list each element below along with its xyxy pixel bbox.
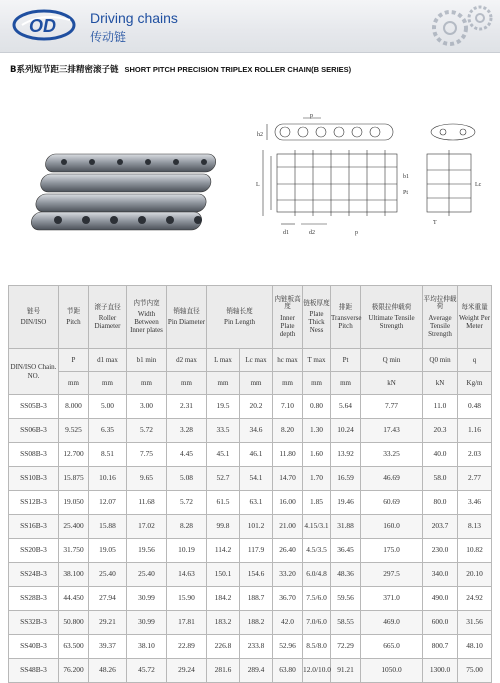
table-cell: 33.25 bbox=[361, 443, 423, 467]
table-cell: 5.00 bbox=[89, 395, 127, 419]
table-cell: 48.36 bbox=[331, 563, 361, 587]
label-d2: d2 bbox=[309, 230, 315, 236]
table-cell: 5.72 bbox=[127, 419, 167, 443]
table-cell: 80.0 bbox=[423, 491, 458, 515]
table-cell: 183.2 bbox=[207, 611, 240, 635]
table-cell: 42.0 bbox=[273, 611, 303, 635]
table-cell: 22.89 bbox=[167, 635, 207, 659]
table-cell: 36.45 bbox=[331, 539, 361, 563]
table-cell: 31.56 bbox=[458, 611, 492, 635]
table-cell: 9.525 bbox=[59, 419, 89, 443]
table-cell: 25.400 bbox=[59, 515, 89, 539]
table-cell: 1.60 bbox=[303, 443, 331, 467]
chain-number-cell: SS48B-3 bbox=[9, 659, 59, 683]
brand-title-zh: 传动链 bbox=[90, 30, 127, 44]
table-row bbox=[9, 515, 492, 539]
table-header-row bbox=[9, 286, 492, 349]
table-cell: 0.80 bbox=[303, 395, 331, 419]
table-cell: 17.43 bbox=[361, 419, 423, 443]
table-cell: 45.1 bbox=[207, 443, 240, 467]
label-p-top: p bbox=[310, 113, 313, 119]
table-row bbox=[9, 611, 492, 635]
table-cell: 8.51 bbox=[89, 443, 127, 467]
table-cell: 46.1 bbox=[240, 443, 273, 467]
table-cell: 38.10 bbox=[127, 635, 167, 659]
table-cell: 184.2 bbox=[207, 587, 240, 611]
page-header bbox=[0, 0, 500, 53]
chain-number-cell: SS32B-3 bbox=[9, 611, 59, 635]
table-cell: 7.0/6.0 bbox=[303, 611, 331, 635]
chain-number-cell: SS16B-3 bbox=[9, 515, 59, 539]
col-head: 销轴直径 Pin Diameter bbox=[167, 286, 207, 349]
section-title-en: SHORT PITCH PRECISION TRIPLEX ROLLER CHAIN(B SERIES) bbox=[124, 65, 352, 74]
table-cell: 30.99 bbox=[127, 587, 167, 611]
section-title bbox=[10, 63, 351, 75]
table-cell: 75.00 bbox=[458, 659, 492, 683]
table-cell: 13.92 bbox=[331, 443, 361, 467]
table-cell: 15.90 bbox=[167, 587, 207, 611]
table-cell: 76.200 bbox=[59, 659, 89, 683]
table-cell: 19.5 bbox=[207, 395, 240, 419]
table-cell: 4.15/3.1 bbox=[303, 515, 331, 539]
table-cell: 2.31 bbox=[167, 395, 207, 419]
table-cell: 54.1 bbox=[240, 467, 273, 491]
table-cell: 33.20 bbox=[273, 563, 303, 587]
table-cell: 45.72 bbox=[127, 659, 167, 683]
table-cell: 5.72 bbox=[167, 491, 207, 515]
table-cell: 63.1 bbox=[240, 491, 273, 515]
col-head: 滚子直径 Roller Diameter bbox=[89, 286, 127, 349]
table-cell: 188.2 bbox=[240, 611, 273, 635]
gear-decoration-icon bbox=[420, 2, 498, 50]
table-cell: 29.21 bbox=[89, 611, 127, 635]
table-cell: 38.100 bbox=[59, 563, 89, 587]
table-row bbox=[9, 563, 492, 587]
table-cell: 34.6 bbox=[240, 419, 273, 443]
table-cell: 63.500 bbox=[59, 635, 89, 659]
spec-table bbox=[8, 285, 492, 683]
label-h2: h2 bbox=[257, 132, 263, 138]
table-cell: 52.96 bbox=[273, 635, 303, 659]
table-cell: 0.48 bbox=[458, 395, 492, 419]
table-cell: 33.5 bbox=[207, 419, 240, 443]
svg-text:OD: OD bbox=[29, 16, 56, 36]
table-cell: 25.40 bbox=[127, 563, 167, 587]
table-cell: 14.70 bbox=[273, 467, 303, 491]
label-b1: b1 bbox=[403, 174, 409, 180]
table-cell: 5.08 bbox=[167, 467, 207, 491]
table-cell: 39.37 bbox=[89, 635, 127, 659]
table-row bbox=[9, 419, 492, 443]
table-cell: 7.5/6.0 bbox=[303, 587, 331, 611]
chain-number-cell: SS40B-3 bbox=[9, 635, 59, 659]
table-row bbox=[9, 635, 492, 659]
table-cell: 2.77 bbox=[458, 467, 492, 491]
table-cell: 3.00 bbox=[127, 395, 167, 419]
table-cell: 9.65 bbox=[127, 467, 167, 491]
chain-number-cell: SS10B-3 bbox=[9, 467, 59, 491]
table-row bbox=[9, 491, 492, 515]
table-cell: 16.00 bbox=[273, 491, 303, 515]
table-cell: 60.69 bbox=[361, 491, 423, 515]
chain-number-cell: SS05B-3 bbox=[9, 395, 59, 419]
table-cell: 6.35 bbox=[89, 419, 127, 443]
table-cell: 3.46 bbox=[458, 491, 492, 515]
label-d1: d1 bbox=[283, 230, 289, 236]
col-head: 平均拉伸载荷 Average Tensile Strength bbox=[423, 286, 458, 349]
table-cell: 8.5/8.0 bbox=[303, 635, 331, 659]
col-head: 内节内宽 Width Between Inner plates bbox=[127, 286, 167, 349]
table-row bbox=[9, 467, 492, 491]
label-L: L bbox=[256, 182, 260, 188]
table-cell: 58.0 bbox=[423, 467, 458, 491]
table-cell: 188.7 bbox=[240, 587, 273, 611]
table-cell: 230.0 bbox=[423, 539, 458, 563]
table-cell: 15.88 bbox=[89, 515, 127, 539]
table-cell: 17.02 bbox=[127, 515, 167, 539]
table-cell: 10.19 bbox=[167, 539, 207, 563]
table-cell: 52.7 bbox=[207, 467, 240, 491]
table-row bbox=[9, 395, 492, 419]
table-cell: 1.85 bbox=[303, 491, 331, 515]
table-cell: 91.21 bbox=[331, 659, 361, 683]
table-cell: 2.03 bbox=[458, 443, 492, 467]
table-row bbox=[9, 587, 492, 611]
table-cell: 14.63 bbox=[167, 563, 207, 587]
chain-technical-diagram bbox=[255, 112, 493, 250]
table-row bbox=[9, 539, 492, 563]
label-p-bottom: p bbox=[355, 230, 358, 236]
chain-number-cell: SS28B-3 bbox=[9, 587, 59, 611]
table-cell: 20.2 bbox=[240, 395, 273, 419]
table-cell: 11.80 bbox=[273, 443, 303, 467]
table-cell: 17.81 bbox=[167, 611, 207, 635]
table-cell: 20.3 bbox=[423, 419, 458, 443]
table-cell: 12.700 bbox=[59, 443, 89, 467]
table-cell: 27.94 bbox=[89, 587, 127, 611]
chain-number-cell: SS24B-3 bbox=[9, 563, 59, 587]
table-cell: 31.88 bbox=[331, 515, 361, 539]
table-cell: 8.28 bbox=[167, 515, 207, 539]
label-T: T bbox=[433, 220, 437, 226]
table-cell: 1300.0 bbox=[423, 659, 458, 683]
table-cell: 99.8 bbox=[207, 515, 240, 539]
table-cell: 11.0 bbox=[423, 395, 458, 419]
table-cell: 58.55 bbox=[331, 611, 361, 635]
table-cell: 26.40 bbox=[273, 539, 303, 563]
chain-number-cell: SS06B-3 bbox=[9, 419, 59, 443]
table-cell: 24.92 bbox=[458, 587, 492, 611]
table-cell: 63.80 bbox=[273, 659, 303, 683]
table-cell: 72.29 bbox=[331, 635, 361, 659]
table-body bbox=[9, 395, 492, 683]
table-cell: 3.28 bbox=[167, 419, 207, 443]
table-cell: 7.10 bbox=[273, 395, 303, 419]
col-head: 内链板高度 Inner Plate depth bbox=[273, 286, 303, 349]
table-cell: 46.69 bbox=[361, 467, 423, 491]
table-cell: 160.0 bbox=[361, 515, 423, 539]
table-cell: 11.68 bbox=[127, 491, 167, 515]
table-unit-row: mm mm mm mm mm mm mm mm mm kN kN Kg/m bbox=[9, 372, 492, 395]
table-cell: 469.0 bbox=[361, 611, 423, 635]
table-cell: 800.7 bbox=[423, 635, 458, 659]
table-cell: 19.05 bbox=[89, 539, 127, 563]
table-cell: 25.40 bbox=[89, 563, 127, 587]
table-cell: 36.70 bbox=[273, 587, 303, 611]
table-cell: 1050.0 bbox=[361, 659, 423, 683]
label-Lc: Lc bbox=[475, 182, 482, 188]
table-cell: 44.450 bbox=[59, 587, 89, 611]
table-cell: 175.0 bbox=[361, 539, 423, 563]
chain-number-cell: SS08B-3 bbox=[9, 443, 59, 467]
section-title-zh: B系列短节距三排精密滚子链 bbox=[10, 65, 119, 75]
table-cell: 665.0 bbox=[361, 635, 423, 659]
table-cell: 114.2 bbox=[207, 539, 240, 563]
table-cell: 40.0 bbox=[423, 443, 458, 467]
table-cell: 8.13 bbox=[458, 515, 492, 539]
table-cell: 61.5 bbox=[207, 491, 240, 515]
col-head: 链板厚度 Plate Thick Ness bbox=[303, 286, 331, 349]
table-cell: 19.46 bbox=[331, 491, 361, 515]
table-cell: 48.10 bbox=[458, 635, 492, 659]
table-cell: 1.16 bbox=[458, 419, 492, 443]
table-cell: 4.45 bbox=[167, 443, 207, 467]
table-cell: 59.56 bbox=[331, 587, 361, 611]
table-cell: 600.0 bbox=[423, 611, 458, 635]
col-head: 链号 DIN/ISO bbox=[9, 286, 59, 349]
table-cell: 29.24 bbox=[167, 659, 207, 683]
table-cell: 150.1 bbox=[207, 563, 240, 587]
table-cell: 19.050 bbox=[59, 491, 89, 515]
label-pt: Pt bbox=[403, 190, 409, 196]
table-cell: 1.70 bbox=[303, 467, 331, 491]
table-cell: 8.20 bbox=[273, 419, 303, 443]
table-cell: 16.59 bbox=[331, 467, 361, 491]
table-cell: 281.6 bbox=[207, 659, 240, 683]
table-row bbox=[9, 659, 492, 683]
od-logo bbox=[12, 8, 78, 42]
table-cell: 233.8 bbox=[240, 635, 273, 659]
table-cell: 7.77 bbox=[361, 395, 423, 419]
table-cell: 7.75 bbox=[127, 443, 167, 467]
brand-title-en: Driving chains bbox=[90, 10, 178, 26]
col-head: 排距 Transverse Pitch bbox=[331, 286, 361, 349]
table-cell: 30.99 bbox=[127, 611, 167, 635]
table-cell: 10.82 bbox=[458, 539, 492, 563]
table-cell: 31.750 bbox=[59, 539, 89, 563]
table-cell: 10.24 bbox=[331, 419, 361, 443]
table-cell: 12.0/10.0 bbox=[303, 659, 331, 683]
col-head: 销轴长度 Pin Length bbox=[207, 286, 273, 349]
table-cell: 50.800 bbox=[59, 611, 89, 635]
table-cell: 48.26 bbox=[89, 659, 127, 683]
col-head: 每米重量 Weight Per Meter bbox=[458, 286, 492, 349]
table-symbol-row: DIN/ISO Chain. NO. P d1 max b1 min d2 max L max Lc max hc max T max Pt Q min Q0 min q bbox=[9, 349, 492, 372]
table-cell: 6.0/4.8 bbox=[303, 563, 331, 587]
table-cell: 21.00 bbox=[273, 515, 303, 539]
table-cell: 15.875 bbox=[59, 467, 89, 491]
table-cell: 10.16 bbox=[89, 467, 127, 491]
col-head: 极限拉伸载荷 Ultimate Tensile Strength bbox=[361, 286, 423, 349]
table-cell: 203.7 bbox=[423, 515, 458, 539]
table-cell: 226.8 bbox=[207, 635, 240, 659]
table-cell: 297.5 bbox=[361, 563, 423, 587]
table-cell: 8.000 bbox=[59, 395, 89, 419]
table-cell: 12.07 bbox=[89, 491, 127, 515]
chain-number-cell: SS20B-3 bbox=[9, 539, 59, 563]
table-cell: 490.0 bbox=[423, 587, 458, 611]
table-cell: 289.4 bbox=[240, 659, 273, 683]
table-cell: 340.0 bbox=[423, 563, 458, 587]
col-head: 节距 Pitch bbox=[59, 286, 89, 349]
table-cell: 101.2 bbox=[240, 515, 273, 539]
table-cell: 371.0 bbox=[361, 587, 423, 611]
table-cell: 154.6 bbox=[240, 563, 273, 587]
table-cell: 19.56 bbox=[127, 539, 167, 563]
table-cell: 4.5/3.5 bbox=[303, 539, 331, 563]
chain-number-cell: SS12B-3 bbox=[9, 491, 59, 515]
table-cell: 117.9 bbox=[240, 539, 273, 563]
table-row bbox=[9, 443, 492, 467]
table-cell: 5.64 bbox=[331, 395, 361, 419]
chain-photo bbox=[28, 146, 233, 236]
table-cell: 1.30 bbox=[303, 419, 331, 443]
table-cell: 20.10 bbox=[458, 563, 492, 587]
